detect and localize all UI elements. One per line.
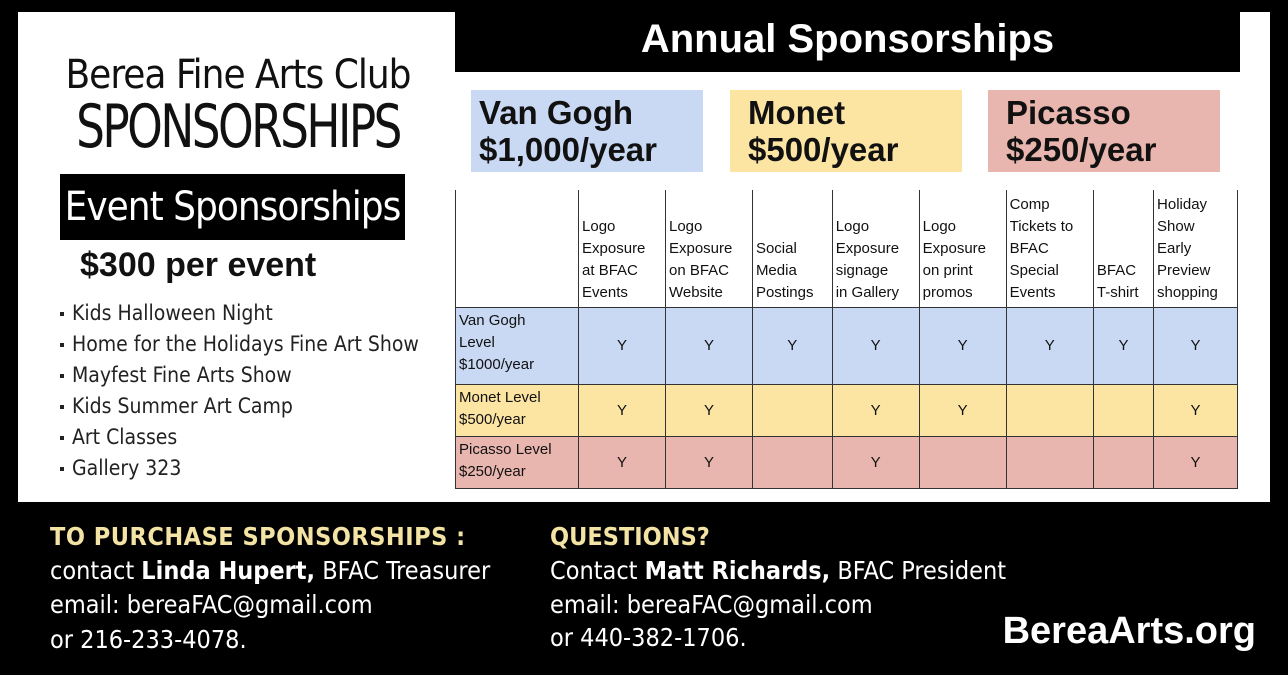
website-link[interactable]: BereaArts.org	[1002, 610, 1256, 652]
club-title: Berea Fine Arts Club	[65, 52, 411, 98]
bullet-icon	[60, 343, 64, 347]
benefit-cell: Y	[832, 436, 919, 488]
bullet-icon	[60, 374, 64, 378]
event-item: Art Classes	[60, 422, 419, 453]
event-item: Gallery 323	[60, 453, 419, 484]
tier-van-gogh: Van Gogh $1,000/year	[471, 90, 703, 172]
annual-sponsorships-heading: Annual Sponsorships	[455, 12, 1240, 72]
benefit-cell: Y	[579, 436, 666, 488]
level-cell: Picasso Level $250/year	[456, 436, 579, 488]
benefit-cell	[1093, 436, 1153, 488]
questions-phone: or 440-382-1706.	[550, 623, 747, 652]
column-header: Social Media Postings	[752, 190, 832, 307]
purchase-heading: TO PURCHASE SPONSORSHIPS :	[50, 522, 466, 551]
table-row	[456, 307, 1238, 384]
column-header: Logo Exposure signage in Gallery	[832, 190, 919, 307]
column-header: Holiday Show Early Preview shopping	[1154, 190, 1238, 307]
benefit-cell: Y	[1154, 436, 1238, 488]
benefit-cell	[752, 436, 832, 488]
purchase-phone: or 216-233-4078.	[50, 625, 247, 654]
column-header: Comp Tickets to BFAC Special Events	[1006, 190, 1093, 307]
table-row	[456, 436, 1238, 488]
white-panel	[18, 12, 1270, 502]
tier-picasso: Picasso $250/year	[988, 90, 1220, 172]
benefit-cell: Y	[579, 307, 666, 384]
benefit-cell: Y	[1154, 307, 1238, 384]
bullet-icon	[60, 312, 64, 316]
level-cell: Monet Level $500/year	[456, 384, 579, 436]
table-header-row	[456, 190, 1238, 307]
column-header: Logo Exposure at BFAC Events	[579, 190, 666, 307]
level-cell: Van Gogh Level $1000/year	[456, 307, 579, 384]
benefit-cell: Y	[1006, 307, 1093, 384]
event-item: Mayfest Fine Arts Show	[60, 360, 419, 391]
benefit-cell: Y	[579, 384, 666, 436]
questions-contact: Contact Matt Richards, BFAC President	[550, 556, 1007, 585]
column-header: BFAC T-shirt	[1093, 190, 1153, 307]
benefit-cell	[919, 436, 1006, 488]
event-list	[60, 298, 419, 484]
benefit-cell: Y	[919, 307, 1006, 384]
benefit-cell	[1006, 436, 1093, 488]
benefit-cell: Y	[832, 384, 919, 436]
club-subtitle: SPONSORSHIPS	[76, 92, 400, 162]
purchase-email: email: bereaFAC@gmail.com	[50, 590, 373, 619]
column-header: Logo Exposure on print promos	[919, 190, 1006, 307]
questions-heading: QUESTIONS?	[550, 522, 710, 551]
benefit-cell: Y	[1093, 307, 1153, 384]
bullet-icon	[60, 436, 64, 440]
questions-email: email: bereaFAC@gmail.com	[550, 590, 873, 619]
bullet-icon	[60, 467, 64, 471]
corner-cell	[456, 190, 579, 307]
benefit-cell: Y	[665, 307, 752, 384]
benefits-table	[455, 190, 1238, 489]
benefit-cell: Y	[665, 436, 752, 488]
purchase-contact: contact Linda Hupert, BFAC Treasurer	[50, 556, 491, 585]
event-price: $300 per event	[80, 246, 317, 284]
benefit-cell	[1006, 384, 1093, 436]
event-item: Kids Halloween Night	[60, 298, 419, 329]
bullet-icon	[60, 405, 64, 409]
benefit-cell: Y	[665, 384, 752, 436]
tier-monet: Monet $500/year	[730, 90, 962, 172]
event-item: Kids Summer Art Camp	[60, 391, 419, 422]
event-sponsorships-heading: Event Sponsorships	[60, 174, 405, 240]
benefit-cell: Y	[832, 307, 919, 384]
table-row	[456, 384, 1238, 436]
benefit-cell: Y	[1154, 384, 1238, 436]
benefit-cell	[1093, 384, 1153, 436]
column-header: Logo Exposure on BFAC Website	[665, 190, 752, 307]
benefit-cell: Y	[752, 307, 832, 384]
benefit-cell	[752, 384, 832, 436]
benefit-cell: Y	[919, 384, 1006, 436]
event-item: Home for the Holidays Fine Art Show	[60, 329, 419, 360]
